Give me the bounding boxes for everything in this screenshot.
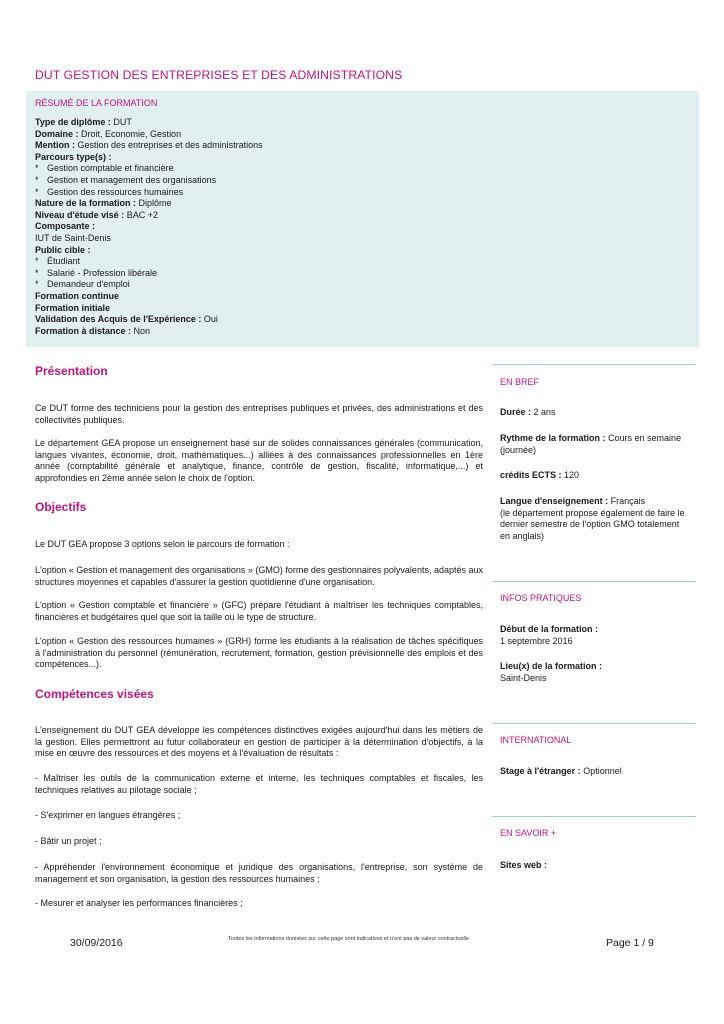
rythme-line: [500, 433, 690, 456]
formation-continue: [35, 291, 675, 303]
composante-label: [35, 221, 675, 233]
field-label: Validation des Acquis de l'Expérience :: [35, 314, 202, 325]
distance-line: [35, 326, 675, 338]
field-value: Cours en semaine (journée): [500, 433, 682, 455]
field-label: Formation à distance :: [35, 325, 132, 336]
field-value: Droit, Economie, Gestion: [81, 128, 182, 139]
domaine-line: [35, 129, 675, 141]
list-item: * Gestion et management des organisations: [35, 174, 217, 185]
presentation-heading: Présentation: [35, 364, 108, 378]
list-item-text: Étudiant: [47, 256, 81, 267]
field-value: DUT: [113, 117, 132, 127]
en-savoir-heading: EN SAVOIR +: [500, 828, 557, 838]
field-label: Mention :: [35, 140, 75, 151]
divider: [492, 723, 696, 724]
field-value: Français: [610, 496, 646, 506]
divider: [492, 816, 696, 817]
field-label: Langue d'enseignement :: [500, 496, 609, 506]
list-item: * Salarié - Profession libérale: [35, 267, 158, 278]
field-label: crédits ECTS :: [500, 470, 562, 480]
list-item: * Gestion comptable et financière: [35, 163, 174, 174]
type-diplome-line: [35, 117, 675, 129]
list-item-text: Salarié - Profession libérale: [47, 267, 158, 278]
field-label: Formation continue: [35, 290, 119, 301]
infos-pratiques-heading: INFOS PRATIQUES: [500, 593, 582, 603]
summary-heading: RÉSUMÉ DE LA FORMATION: [35, 98, 158, 108]
objectifs-heading: Objectifs: [35, 500, 87, 514]
footer-date: 30/09/2016: [70, 937, 123, 949]
page-number: Page 1 / 9: [606, 937, 654, 949]
competences-paragraph: - Bâtir un projet ;: [35, 836, 102, 846]
competences-paragraph: - Maîtriser les outils de la communication externe et interne, les techniques comptables et fiscales, les techniques relatives au pilotage sociale ;: [35, 773, 483, 795]
duree-line: [500, 407, 690, 419]
mention-line: [35, 140, 675, 152]
niveau-line: [35, 210, 675, 222]
field-label: Type de diplôme :: [35, 117, 111, 127]
field-label: Lieu(x) de la formation :: [500, 661, 603, 671]
divider: [492, 581, 696, 582]
presentation-paragraph: Le département GEA propose un enseignement basé sur de solides connaissances générales (communication, langues vivantes, économie, droit, mathématiques...) alliées à des connaissances professionnelles en 1ère année (comptabilité générale et analytique, finance, contrôle de gestion, fiscalité, informatique,...) et approfondies en 2ème année selon le choix de l'option.: [35, 438, 483, 483]
page-title: DUT GESTION DES ENTREPRISES ET DES ADMINISTRATIONS: [35, 68, 403, 82]
field-label: Durée :: [500, 407, 532, 417]
composante-value: IUT de Saint-Denis: [35, 232, 111, 243]
divider: [492, 364, 696, 365]
nature-line: [35, 198, 675, 210]
field-value: Saint-Denis: [500, 672, 547, 683]
objectifs-paragraph: L'option « Gestion des ressources humaines » (GRH) forme les étudiants à la réalisation de tâches spécifiques à l'administration du personnel (rémunération, recrutement, formation, gestion prévisionnelle des emplois et des compétences...).: [35, 636, 483, 670]
vae-line: [35, 314, 675, 326]
field-label: Stage à l'étranger :: [500, 766, 581, 776]
field-label: Public cible :: [35, 244, 91, 255]
field-label: Début de la formation :: [500, 624, 599, 634]
objectifs-paragraph: L'option « Gestion comptable et financière » (GFC) prépare l'étudiant à maîtriser les techniques comptables, financières et budgétaires quel que soit la taille ou le type de structure.: [35, 600, 483, 622]
field-value: 120: [564, 470, 580, 480]
field-label: Formation initiale: [35, 302, 111, 313]
public-label: [35, 245, 675, 257]
list-item-text: Demandeur d'emploi: [47, 279, 130, 290]
field-label: Niveau d'étude visé :: [35, 209, 125, 220]
field-label: Composante :: [35, 221, 96, 232]
list-item: * Étudiant: [35, 256, 81, 267]
competences-heading: Compétences visées: [35, 687, 154, 701]
field-label: Sites web :: [500, 860, 548, 870]
langue-note: (le département propose également de faire le dernier semestre de l'option GMO totalement en anglais): [500, 507, 685, 541]
field-value: 1 septembre 2016: [500, 635, 573, 646]
field-value: Non: [133, 325, 151, 336]
field-value: Optionnel: [583, 766, 622, 776]
lieu-block: [500, 661, 690, 684]
ects-line: [500, 470, 690, 482]
field-value: Diplôme: [138, 198, 172, 209]
field-value: BAC +2: [126, 209, 158, 220]
competences-paragraph: L'enseignement du DUT GEA développe les compétences distinctives exigées aujourd'hui dans les métiers de la gestion. Elles permettront au futur collaborateur en gestion de participer à la détermination d'objectifs, à la mise en œuvre des ressources et des moyens et à l'évaluation de résultats :: [35, 725, 483, 759]
parcours-label: [35, 152, 675, 164]
objectifs-paragraph: L'option « Gestion et management des organisations » (GMO) forme des gestionnaires polyvalents, adaptés aux structures moyennes et capables d'assurer la gestion quotidienne d'une organisation.: [35, 565, 483, 587]
list-item: * Gestion des ressources humaines: [35, 186, 184, 197]
field-value: 2 ans: [533, 407, 556, 417]
field-value: Gestion des entreprises et des administrations: [77, 140, 263, 151]
langue-line: [500, 496, 690, 542]
field-label: Rythme de la formation :: [500, 433, 606, 443]
list-item: * Demandeur d'emploi: [35, 279, 130, 290]
international-heading: INTERNATIONAL: [500, 735, 572, 745]
field-value: Oui: [203, 314, 218, 325]
field-label: Domaine :: [35, 128, 79, 139]
en-bref-heading: EN BREF: [500, 377, 540, 387]
field-label: Parcours type(s) :: [35, 151, 112, 162]
summary-panel: [26, 91, 699, 347]
competences-paragraph: - Appréhender l'environnement économique et juridique des organisations, l'entreprise, son système de management et son organisation, la gestion des ressources humaines ;: [35, 862, 483, 884]
list-item-text: Gestion et management des organisations: [47, 174, 217, 185]
objectifs-paragraph: Le DUT GEA propose 3 options selon le parcours de formation :: [35, 539, 290, 549]
competences-paragraph: - Mesurer et analyser les performances financières ;: [35, 898, 243, 908]
sites-web-line: [500, 860, 690, 872]
stage-line: [500, 766, 690, 778]
field-label: Nature de la formation :: [35, 198, 137, 209]
footer-disclaimer: Toutes les informations données sur cette page sont indicatives et n'ont pas de valeur contractuelle: [228, 936, 470, 942]
list-item-text: Gestion comptable et financière: [47, 163, 174, 174]
debut-block: [500, 624, 690, 647]
formation-initiale: [35, 303, 675, 315]
presentation-paragraph: Ce DUT forme des techniciens pour la gestion des entreprises publiques et privées, des administrations et des collectivités publiques.: [35, 403, 483, 425]
summary-list: [35, 117, 675, 337]
list-item-text: Gestion des ressources humaines: [47, 186, 184, 197]
competences-paragraph: - S'exprimer en langues étrangères ;: [35, 810, 181, 820]
